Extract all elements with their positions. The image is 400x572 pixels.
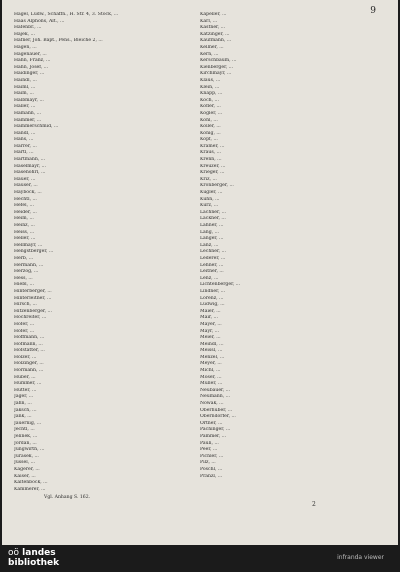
directory-entry: Krieger, ... — [200, 170, 225, 176]
directory-entry: Kastner, ... — [200, 25, 226, 31]
directory-entry: Hamann, ... — [14, 110, 42, 116]
directory-entry: Jungwirth, ... — [14, 447, 45, 453]
directory-entry: Hasenöhrl, ... — [14, 170, 46, 176]
directory-entry: Hellmayr, ... — [14, 242, 43, 248]
directory-entry: Haim, ... — [14, 91, 34, 97]
directory-entry: Hafenbr., ... — [14, 25, 42, 31]
directory-entry: Kopf, ... — [200, 137, 218, 143]
library-logo[interactable] — [8, 548, 59, 568]
directory-entry: Heim, ... — [14, 216, 34, 222]
directory-entry: Pranzl, ... — [200, 473, 223, 479]
directory-entry: Meissl, ... — [200, 348, 223, 354]
column-mark: 2 — [312, 501, 316, 508]
column-footnote: Vgl. Anhang S. 162. — [44, 495, 91, 501]
directory-entry: Harrer, ... — [14, 143, 37, 149]
directory-entry: Lackner, ... — [200, 216, 226, 222]
directory-entry: Kapeller, ... — [200, 12, 227, 17]
directory-entry: Haas Alphons, Alt., ... — [14, 18, 65, 24]
directory-entry: Jechtl, ... — [14, 427, 35, 433]
directory-entry: Mayer, ... — [200, 321, 222, 327]
directory-entry: Kohl, ... — [200, 117, 218, 123]
directory-entry: Kronberger, ... — [200, 183, 234, 189]
directory-entry: Pichler, ... — [200, 453, 224, 459]
directory-entry: Lenz, ... — [200, 275, 219, 281]
directory-entry: Holzer, ... — [14, 354, 37, 360]
directory-entry: Hafner, Joh. Bapt., Pens., Bleiche 2, ... — [14, 38, 103, 44]
directory-entry: Neubauer, ... — [200, 387, 231, 393]
directory-entry: Kaufmann, ... — [200, 38, 232, 44]
directory-entry: Jurasek, ... — [14, 453, 39, 459]
directory-entry: Herb, ... — [14, 255, 34, 261]
directory-entry: Hofstätter, ... — [14, 348, 45, 354]
directory-entry: Haidinger, ... — [14, 71, 45, 77]
directory-entry: Katzinger, ... — [200, 31, 230, 37]
viewer-footer — [0, 545, 400, 572]
viewer-brand[interactable]: infranda viewer — [337, 554, 384, 561]
directory-entry: Jank, ... — [14, 414, 32, 420]
directory-entry: Koch, ... — [200, 97, 219, 103]
directory-entry: Menzel, ... — [200, 354, 225, 360]
directory-entry: Hofer, ... — [14, 328, 35, 334]
directory-entry: Hörmann, ... — [14, 368, 44, 374]
directory-entry: Handl, ... — [14, 130, 36, 136]
directory-entry: Pammer, ... — [200, 434, 227, 439]
directory-entry: Peer, ... — [200, 447, 218, 453]
directory-entry: Hagel, Ludw., Schaffn., H. Str. 4, 3. Stock, ... — [14, 12, 119, 17]
directory-entry: Hans, ... — [14, 137, 34, 143]
directory-entry: Oberhuber, ... — [200, 407, 233, 413]
directory-entry: Hahn, Josef, ... — [14, 64, 49, 70]
directory-entry: Jelinek, ... — [14, 434, 38, 439]
directory-entry: Lederer, ... — [200, 255, 226, 261]
directory-entry: Müller, ... — [200, 381, 223, 387]
directory-entry: Halbmayr, ... — [14, 97, 44, 103]
logo-prefix: oö — [8, 548, 20, 558]
directory-entry: Jäger, ... — [14, 394, 34, 400]
directory-entry: Haindl, ... — [14, 77, 37, 83]
right-column — [200, 12, 380, 480]
directory-entry: Pachinger, ... — [200, 427, 231, 433]
directory-entry: Hagen, ... — [14, 44, 37, 50]
directory-entry: Hirsch, ... — [14, 302, 37, 308]
directory-entry: Kühn, ... — [200, 196, 220, 202]
directory-entry: Maier, ... — [200, 308, 221, 314]
directory-entry: Kofler, ... — [200, 104, 221, 110]
directory-entry: Klaus, ... — [200, 77, 221, 83]
directory-entry: Jordan, ... — [14, 440, 37, 446]
directory-entry: Hauser, ... — [14, 183, 38, 189]
directory-entry: Jahn, ... — [14, 401, 32, 407]
directory-entry: Hajek, ... — [14, 31, 35, 37]
directory-entry: Hartmann, ... — [14, 157, 46, 163]
directory-entry: Kienberger, ... — [200, 64, 234, 70]
directory-entry: Hochreiter, ... — [14, 315, 47, 321]
directory-entry: Hagenauer, ... — [14, 51, 47, 57]
directory-entry: König, ... — [200, 130, 221, 136]
directory-entry: Karl, ... — [200, 18, 218, 24]
directory-entry: Hengstberger, ... — [14, 249, 54, 255]
directory-entry: Meier, ... — [200, 335, 221, 341]
directory-entry: Nowak, ... — [200, 401, 224, 407]
directory-entry: Mair, ... — [200, 315, 218, 321]
directory-entry: Hermann, ... — [14, 262, 44, 268]
directory-entry: Jussel, ... — [14, 460, 36, 466]
directory-entry: Kriz, ... — [200, 176, 217, 182]
directory-entry: Hefel, ... — [14, 203, 34, 209]
directory-entry: Jauernig, ... — [14, 420, 42, 426]
directory-entry: Hummer, ... — [14, 381, 42, 387]
directory-entry: Knapp, ... — [200, 91, 223, 97]
directory-entry: Kammerer, ... — [14, 486, 46, 492]
logo-line1: landes — [22, 548, 56, 558]
page-number: 9 — [370, 6, 376, 16]
directory-entry: Jaksch, ... — [14, 407, 37, 413]
directory-entry: Lang, ... — [200, 229, 219, 235]
directory-entry: Hayböck, ... — [14, 190, 42, 196]
directory-entry: Kramer, ... — [200, 143, 225, 149]
directory-entry: Lehner, ... — [200, 262, 224, 268]
directory-entry: Hess, ... — [14, 275, 33, 281]
directory-entry: Höfer, ... — [14, 321, 35, 327]
directory-entry: Hofmann, ... — [14, 341, 43, 347]
directory-entry: Kreuzer, ... — [200, 163, 226, 169]
directory-entry: Lanz, ... — [200, 242, 219, 248]
directory-entry: Lahner, ... — [200, 223, 224, 228]
directory-entry: Hahn, Franz, ... — [14, 58, 51, 64]
directory-entry: Klein, ... — [200, 84, 220, 90]
directory-entry: Lichtenberger, ... — [200, 282, 241, 288]
directory-entry: Heller, ... — [14, 236, 36, 242]
directory-entry: Neumann, ... — [200, 394, 231, 400]
directory-entry: Hartl, ... — [14, 150, 34, 156]
directory-entry: Michl, ... — [200, 368, 221, 374]
directory-entry: Kaiser, ... — [14, 473, 36, 479]
directory-entry: Moser, ... — [200, 374, 222, 380]
directory-entry: Lachner, ... — [200, 209, 226, 215]
directory-entry: Haselmayr, ... — [14, 163, 46, 169]
directory-entry: Hiebl, ... — [14, 282, 34, 288]
directory-entry: Hauer, ... — [14, 176, 36, 182]
directory-entry: Oberndorfer, ... — [200, 414, 236, 420]
left-column — [14, 12, 194, 502]
directory-entry: Haiml, ... — [14, 84, 36, 90]
directory-entry: Kugler, ... — [200, 190, 223, 196]
directory-entry: Kogler, ... — [200, 110, 223, 116]
directory-entry: Hinterberger, ... — [14, 288, 52, 294]
directory-entry: Huber, ... — [14, 374, 36, 380]
directory-entry: Langer, ... — [200, 236, 224, 242]
directory-entry: Kagerer, ... — [14, 466, 40, 472]
directory-entry: Kirchmayr, ... — [200, 71, 232, 77]
directory-entry: Krenn, ... — [200, 157, 222, 163]
directory-entry: Lorenz, ... — [200, 295, 224, 301]
directory-entry: Hitzenberger, ... — [14, 308, 52, 314]
directory-entry: Kurz, ... — [200, 203, 219, 209]
directory-entry: Kraus, ... — [200, 150, 221, 156]
directory-entry: Meindl, ... — [200, 341, 224, 347]
directory-entry: Hechtl, ... — [14, 196, 37, 202]
directory-entry: Hoffmann, ... — [14, 335, 45, 341]
directory-entry: Koller, ... — [200, 124, 221, 130]
directory-entry: Kern, ... — [200, 51, 219, 57]
directory-entry: Pilz, ... — [200, 460, 216, 466]
directory-entry: Lindner, ... — [200, 288, 226, 294]
directory-entry: Pöschl, ... — [200, 466, 223, 472]
directory-entry: Hinterleitner, ... — [14, 295, 52, 301]
directory-entry: Heiss, ... — [14, 229, 35, 235]
directory-entry: Hammer, ... — [14, 117, 42, 123]
directory-entry: Ludwig, ... — [200, 302, 225, 308]
directory-entry: Herzog, ... — [14, 269, 39, 275]
directory-entry: Hammerschmid, ... — [14, 124, 59, 130]
directory-entry: Kerschbaum, ... — [200, 58, 237, 64]
logo-line2: bibliothek — [8, 558, 60, 568]
directory-entry: Ortner, ... — [200, 420, 223, 426]
directory-entry: Mayr, ... — [200, 328, 220, 334]
document-page — [2, 0, 398, 545]
directory-entry: Kellner, ... — [200, 44, 224, 50]
directory-entry: Holzinger, ... — [14, 361, 44, 367]
directory-entry: Meyer, ... — [200, 361, 222, 367]
directory-entry: Leitner, ... — [200, 269, 224, 275]
directory-entry: Heinz, ... — [14, 223, 35, 228]
directory-entry: Kaltenböck, ... — [14, 480, 48, 486]
directory-entry: Haller, ... — [14, 104, 36, 110]
directory-entry: Heider, ... — [14, 209, 37, 215]
directory-entry: Lechner, ... — [200, 249, 226, 255]
directory-entry: Pauli, ... — [200, 440, 219, 446]
directory-entry: Hutter, ... — [14, 387, 37, 393]
